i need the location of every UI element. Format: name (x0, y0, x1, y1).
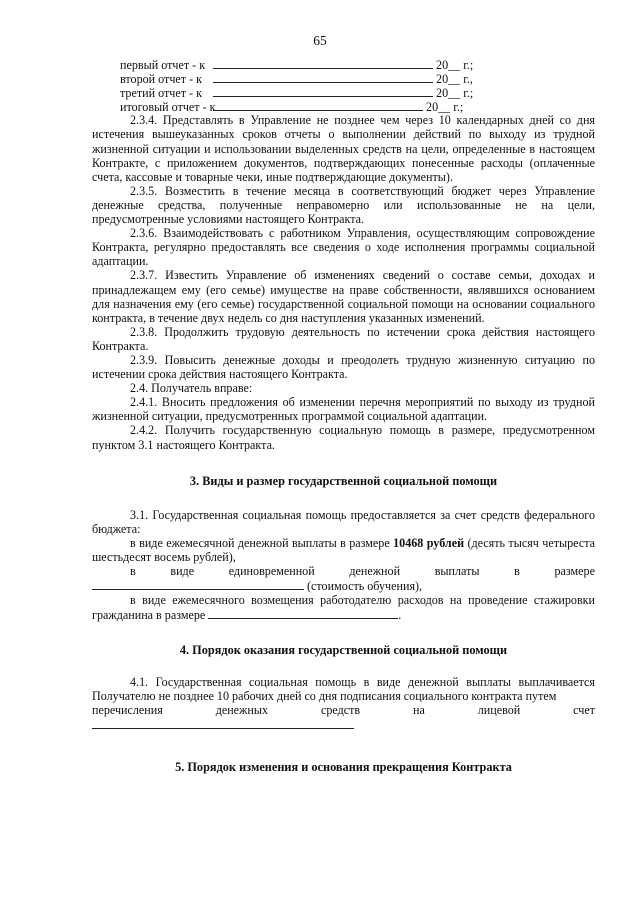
paragraph-reimbursement (92, 593, 595, 622)
paragraph-2-3-4: 2.3.4. Представлять в Управление не позднее чем через 10 календарных дней со дня истечения вышеуказанных сроков отчеты о выполнении действий по выходу из трудной жизненной ситуации и использовании выделенных средств на цели, определенные в настоящем Контракте, с приложением документов, подтверждающих понесенные расходы (оплаченные счета, кассовые и товарные чеки, иные подтверждающие документы). (92, 113, 595, 184)
lump-suffix: (стоимость обучения), (307, 579, 423, 594)
paragraph-2-3-8: 2.3.8. Продолжить трудовую деятельность по истечении срока действия настоящего Контракта. (92, 324, 595, 353)
paragraph-monthly-payment (92, 536, 595, 564)
transfer-word: перечисления (92, 702, 163, 717)
document-body (92, 57, 595, 774)
lump-word: в (514, 564, 520, 579)
blank-line (92, 578, 304, 590)
section-5-heading: 5. Порядок изменения и основания прекращения Контракта (175, 759, 512, 774)
paragraph-4-1: 4.1. Государственная социальная помощь в виде денежной выплаты выплачивается Получателю не позднее 10 рабочих дней со дня подписания социального контракта путем (92, 674, 595, 703)
account-blank-line (92, 717, 595, 732)
monthly-amount: 10468 рублей (393, 535, 465, 550)
monthly-prefix: в виде ежемесячной денежной выплаты в размере (130, 535, 394, 550)
paragraph-2-4: 2.4. Получатель вправе: (130, 381, 253, 396)
report-suffix: 20__ г.; (436, 86, 474, 101)
report-suffix: 20__ г.; (436, 58, 474, 72)
reimbursement-end: . (398, 608, 402, 623)
report-line-third (92, 85, 595, 99)
report-line-final (92, 99, 595, 113)
report-suffix: 20__ г., (436, 72, 473, 87)
transfer-word: денежных (215, 702, 269, 717)
transfer-word: на (412, 702, 425, 717)
lump-word: денежной (349, 564, 401, 579)
report-suffix: 20__ г.; (426, 100, 464, 115)
lump-word: единовременной (228, 564, 315, 579)
blank-line (208, 607, 398, 619)
blank-line (213, 57, 433, 69)
page-number: 65 (313, 33, 327, 48)
paragraph-2-3-5: 2.3.5. Возместить в течение месяца в соответствующий бюджет через Управление денежные средства, полученные неправомерно или использованные не на цели, предусмотренные условиями настоящего Контракта. (92, 183, 595, 227)
section-4-heading: 4. Порядок оказания государственной социальной помощи (179, 643, 508, 658)
paragraph-2-3-6: 2.3.6. Взаимодействовать с работником Управления, осуществляющим сопровождение Контракта, регулярно предоставлять все сведения о ходе исполнения программы социальной адаптации. (92, 226, 595, 269)
blank-line (92, 717, 354, 729)
lump-sum-line (92, 564, 595, 578)
lump-word: виде (170, 564, 195, 579)
reimbursement-text: в виде ежемесячного возмещения работодателю расходов на проведение стажировки гражданина в размере (92, 593, 595, 623)
report-label: первый отчет - к (120, 58, 206, 72)
paragraph-3-1: 3.1. Государственная социальная помощь предоставляется за счет средств федерального бюджета: (92, 507, 595, 536)
lump-sum-amount-line (92, 578, 595, 593)
report-label: второй отчет - к (120, 72, 203, 87)
report-line-second (92, 71, 595, 85)
blank-line (213, 99, 423, 111)
report-label: итоговый отчет - к (120, 100, 216, 115)
lump-word: размере (554, 564, 595, 579)
transfer-word: средств (320, 702, 361, 717)
report-line-first (92, 57, 595, 71)
transfer-word: лицевой (477, 702, 521, 717)
report-label: третий отчет - к (120, 86, 202, 101)
paragraph-2-4-2: 2.4.2. Получить государственную социальную помощь в размере, предусмотренном пунктом 3.1 настоящего Контракта. (92, 423, 595, 452)
lump-word: выплаты (434, 564, 480, 579)
blank-line (213, 85, 433, 97)
paragraph-2-3-7: 2.3.7. Известить Управление об изменениях сведений о составе семьи, доходах и принадлежащем ему (его семье) имуществе на праве собственности, являвшихся основанием для назначения ему (его семье) государственной социальной помощи на основании социального контракта, в течение двух недель со дня наступления указанных изменений. (92, 268, 595, 325)
monthly-suffix: (десять тысяч четыреста шестьдесят восемь рублей), (92, 535, 595, 564)
lump-word: в (130, 564, 136, 579)
transfer-line (92, 703, 595, 717)
blank-line (213, 71, 433, 83)
paragraph-2-4-1: 2.4.1. Вносить предложения об изменении перечня мероприятий по выходу из трудной жизненной ситуации, предусмотренных программой социальной адаптации. (92, 395, 595, 424)
paragraph-2-3-9: 2.3.9. Повысить денежные доходы и преодолеть трудную жизненную ситуацию по истечении срока действия настоящего Контракта. (92, 352, 595, 382)
section-3-heading: 3. Виды и размер государственной социальной помощи (189, 473, 498, 488)
transfer-word: счет (573, 702, 595, 717)
